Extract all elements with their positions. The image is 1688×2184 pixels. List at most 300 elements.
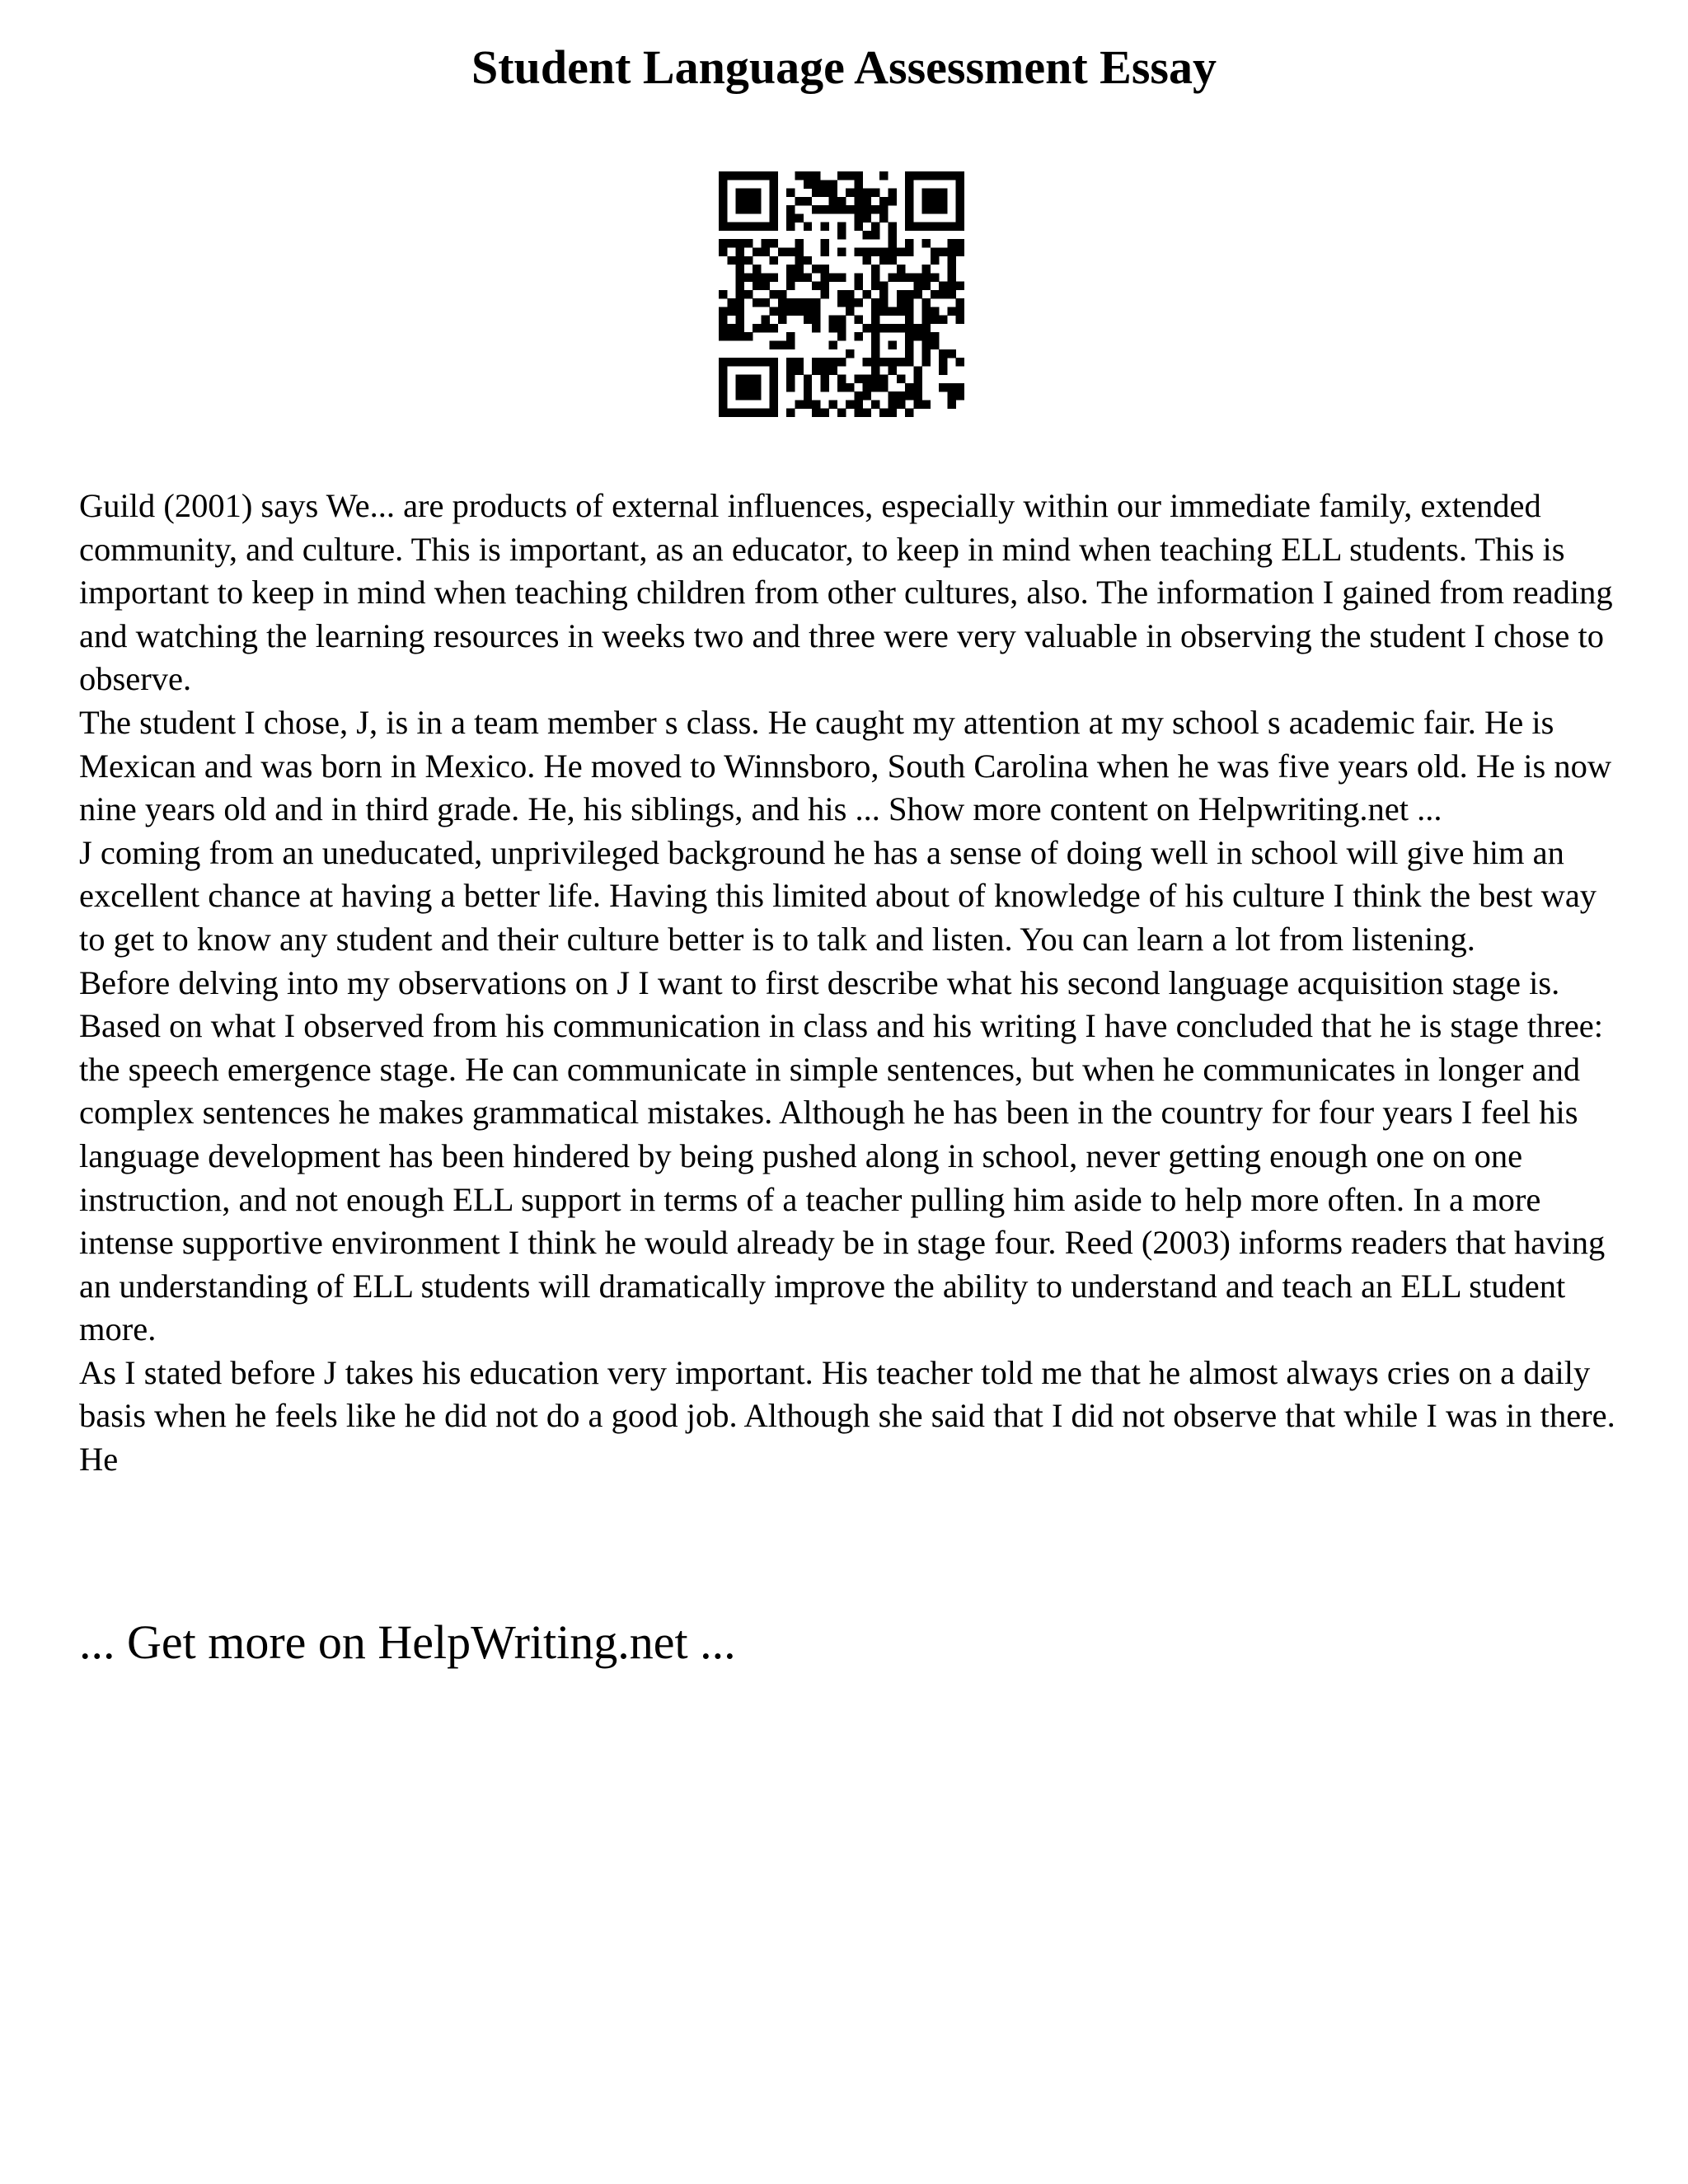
qr-module bbox=[863, 324, 871, 332]
qr-module bbox=[863, 383, 871, 391]
qr-module bbox=[947, 383, 955, 391]
qr-module bbox=[744, 256, 753, 265]
qr-module bbox=[837, 171, 846, 180]
essay-paragraph-1: Guild (2001) says We... are products of external influences, especially within our immediate family, extended community, and culture. This is important, as an educator, to keep in mind when teaching ELL students. This is important to keep in mind when teaching children from other cultures, also. The information I gained from reading and watching the learning resources in weeks two and three were very valuable in observing the student I chose to observe. bbox=[79, 487, 1613, 698]
qr-module bbox=[736, 205, 744, 213]
qr-module bbox=[829, 273, 837, 281]
qr-module bbox=[770, 324, 778, 332]
qr-module bbox=[854, 205, 862, 213]
qr-module bbox=[719, 205, 727, 213]
qr-module bbox=[879, 324, 888, 332]
qr-module bbox=[786, 205, 795, 213]
qr-module bbox=[770, 307, 778, 315]
qr-module bbox=[753, 197, 761, 205]
qr-module bbox=[905, 239, 913, 247]
qr-module bbox=[947, 349, 955, 358]
qr-module bbox=[786, 366, 795, 374]
qr-module bbox=[913, 332, 921, 340]
qr-module bbox=[939, 290, 947, 298]
qr-module bbox=[956, 247, 964, 255]
qr-module bbox=[913, 400, 921, 408]
qr-module bbox=[905, 197, 913, 205]
qr-module bbox=[778, 316, 786, 324]
qr-module bbox=[812, 189, 820, 197]
qr-module bbox=[829, 180, 837, 188]
qr-module bbox=[719, 324, 727, 332]
qr-module bbox=[736, 256, 744, 265]
qr-module bbox=[719, 400, 727, 408]
qr-module bbox=[820, 189, 828, 197]
qr-module bbox=[931, 223, 939, 231]
qr-module bbox=[812, 205, 820, 213]
qr-module bbox=[879, 197, 888, 205]
qr-module bbox=[922, 324, 931, 332]
qr-module bbox=[871, 307, 879, 315]
qr-module bbox=[889, 358, 897, 366]
qr-module bbox=[913, 366, 921, 374]
qr-module bbox=[854, 189, 862, 197]
qr-module bbox=[913, 375, 921, 383]
qr-module bbox=[913, 391, 921, 400]
qr-module bbox=[829, 358, 837, 366]
qr-module bbox=[854, 247, 862, 255]
qr-module bbox=[795, 171, 803, 180]
qr-module bbox=[761, 409, 769, 417]
qr-module bbox=[820, 223, 828, 231]
qr-module bbox=[913, 223, 921, 231]
qr-module bbox=[931, 307, 939, 315]
qr-module bbox=[770, 189, 778, 197]
qr-module bbox=[871, 265, 879, 273]
qr-module bbox=[770, 358, 778, 366]
qr-module bbox=[905, 341, 913, 349]
qr-module bbox=[947, 247, 955, 255]
qr-module bbox=[846, 400, 854, 408]
qr-module bbox=[820, 205, 828, 213]
qr-module bbox=[804, 383, 812, 391]
qr-module bbox=[837, 324, 846, 332]
qr-module bbox=[897, 375, 905, 383]
qr-module bbox=[786, 383, 795, 391]
qr-module bbox=[736, 197, 744, 205]
qr-module bbox=[761, 316, 769, 324]
qr-module bbox=[922, 341, 931, 349]
qr-module bbox=[871, 341, 879, 349]
qr-module bbox=[761, 273, 769, 281]
qr-module bbox=[837, 197, 846, 205]
qr-module bbox=[804, 307, 812, 315]
qr-module bbox=[812, 307, 820, 315]
qr-module bbox=[854, 197, 862, 205]
qr-module bbox=[736, 247, 744, 255]
qr-module bbox=[889, 273, 897, 281]
qr-module bbox=[863, 231, 871, 239]
qr-module bbox=[744, 409, 753, 417]
qr-module bbox=[770, 375, 778, 383]
qr-module bbox=[804, 391, 812, 400]
qr-module bbox=[727, 223, 735, 231]
qr-module bbox=[922, 239, 931, 247]
qr-module bbox=[879, 282, 888, 290]
qr-module bbox=[922, 358, 931, 366]
qr-module bbox=[727, 409, 735, 417]
qr-module bbox=[753, 391, 761, 400]
qr-module bbox=[795, 239, 803, 247]
qr-module bbox=[719, 290, 727, 298]
qr-module bbox=[854, 171, 862, 180]
qr-module bbox=[795, 307, 803, 315]
qr-module bbox=[871, 247, 879, 255]
essay-paragraph-4: Before delving into my observations on J I want to first describe what his second language acquisition stage is. Based on what I observed from his communication in class and his writing I have concluded that he is stage three: the speech emergence stage. He can communicate in simple sentences, but when he communicates in longer and complex sentences he makes grammatical mistakes. Although he has been in the country for four years I feel his language development has been hindered by being pushed along in school, never getting enough one on one instruction, and not enough ELL support in terms of a teacher pulling him aside to help more often. In a more intense supportive environment I think he would already be in stage four. Reed (2003) informs readers that having an understanding of ELL students will dramatically improve the ability to understand and teach an ELL student more. bbox=[79, 963, 1606, 1348]
qr-module bbox=[820, 290, 828, 298]
qr-module bbox=[812, 316, 820, 324]
qr-module bbox=[736, 223, 744, 231]
qr-module bbox=[778, 290, 786, 298]
qr-module bbox=[931, 247, 939, 255]
qr-module bbox=[719, 409, 727, 417]
qr-module bbox=[820, 282, 828, 290]
qr-module bbox=[956, 189, 964, 197]
qr-module bbox=[820, 273, 828, 281]
qr-module bbox=[922, 282, 931, 290]
qr-module bbox=[947, 239, 955, 247]
qr-module bbox=[905, 316, 913, 324]
essay-paragraph-3: J coming from an uneducated, unprivileged background he has a sense of doing well in school will give him an excellent chance at having a better life. Having this limited about of knowledge of his culture I think the best way to get to know any student and their culture better is to talk and listen. You can learn a lot from listening. bbox=[79, 833, 1597, 958]
qr-module bbox=[956, 171, 964, 180]
qr-module bbox=[719, 383, 727, 391]
qr-module bbox=[812, 409, 820, 417]
qr-module bbox=[854, 391, 862, 400]
qr-module bbox=[947, 307, 955, 315]
qr-module bbox=[820, 239, 828, 247]
qr-module bbox=[829, 189, 837, 197]
qr-module bbox=[947, 282, 955, 290]
qr-module bbox=[837, 375, 846, 383]
qr-module bbox=[905, 205, 913, 213]
qr-module bbox=[719, 247, 727, 255]
qr-module bbox=[770, 239, 778, 247]
qr-module bbox=[837, 223, 846, 231]
qr-module bbox=[871, 316, 879, 324]
qr-module bbox=[829, 324, 837, 332]
qr-code-graphic bbox=[719, 171, 964, 417]
qr-module bbox=[744, 197, 753, 205]
qr-module bbox=[753, 189, 761, 197]
qr-module bbox=[939, 197, 947, 205]
qr-module bbox=[770, 341, 778, 349]
qr-code-icon[interactable] bbox=[719, 171, 964, 417]
qr-module bbox=[897, 358, 905, 366]
qr-module bbox=[719, 213, 727, 222]
qr-module bbox=[863, 197, 871, 205]
qr-module bbox=[727, 256, 735, 265]
qr-module bbox=[854, 332, 862, 340]
qr-module bbox=[889, 223, 897, 231]
qr-module bbox=[905, 324, 913, 332]
qr-module bbox=[770, 197, 778, 205]
qr-module bbox=[931, 205, 939, 213]
qr-module bbox=[947, 290, 955, 298]
qr-module bbox=[786, 307, 795, 315]
qr-module bbox=[956, 391, 964, 400]
qr-module bbox=[956, 383, 964, 391]
qr-module bbox=[770, 383, 778, 391]
qr-module bbox=[897, 400, 905, 408]
qr-module bbox=[863, 409, 871, 417]
qr-module bbox=[947, 265, 955, 273]
qr-module bbox=[837, 273, 846, 281]
qr-module bbox=[804, 316, 812, 324]
qr-module bbox=[905, 391, 913, 400]
qr-module bbox=[854, 223, 862, 231]
qr-module bbox=[736, 298, 744, 307]
qr-module bbox=[786, 409, 795, 417]
qr-module bbox=[744, 358, 753, 366]
qr-module bbox=[871, 189, 879, 197]
qr-module bbox=[795, 197, 803, 205]
qr-module bbox=[931, 316, 939, 324]
qr-module bbox=[804, 298, 812, 307]
qr-module bbox=[947, 273, 955, 281]
document-title: Student Language Assessment Essay bbox=[471, 40, 1217, 94]
qr-module bbox=[753, 409, 761, 417]
qr-module bbox=[795, 273, 803, 281]
qr-module bbox=[719, 239, 727, 247]
qr-module bbox=[770, 391, 778, 400]
qr-module bbox=[871, 366, 879, 374]
qr-module bbox=[922, 316, 931, 324]
qr-module bbox=[736, 409, 744, 417]
qr-module bbox=[905, 213, 913, 222]
qr-module bbox=[736, 171, 744, 180]
qr-module bbox=[795, 400, 803, 408]
qr-module bbox=[837, 231, 846, 239]
qr-module bbox=[736, 307, 744, 315]
qr-module bbox=[736, 273, 744, 281]
qr-module bbox=[736, 391, 744, 400]
qr-module bbox=[879, 307, 888, 315]
qr-module bbox=[871, 205, 879, 213]
qr-module bbox=[719, 180, 727, 188]
qr-module bbox=[786, 189, 795, 197]
qr-module bbox=[837, 383, 846, 391]
qr-module bbox=[736, 282, 744, 290]
qr-module bbox=[795, 265, 803, 273]
qr-module bbox=[931, 189, 939, 197]
qr-module bbox=[727, 239, 735, 247]
qr-module bbox=[846, 171, 854, 180]
qr-module bbox=[863, 391, 871, 400]
qr-module bbox=[939, 247, 947, 255]
qr-module bbox=[871, 324, 879, 332]
qr-module bbox=[753, 375, 761, 383]
qr-module bbox=[837, 332, 846, 340]
qr-module bbox=[947, 171, 955, 180]
qr-module bbox=[778, 247, 786, 255]
qr-module bbox=[922, 265, 931, 273]
qr-module bbox=[956, 316, 964, 324]
qr-module bbox=[829, 341, 837, 349]
qr-module bbox=[744, 383, 753, 391]
qr-module bbox=[761, 223, 769, 231]
qr-module bbox=[897, 307, 905, 315]
qr-module bbox=[871, 400, 879, 408]
qr-module bbox=[889, 324, 897, 332]
qr-module bbox=[854, 375, 862, 383]
qr-module bbox=[931, 290, 939, 298]
qr-module bbox=[753, 273, 761, 281]
qr-module bbox=[947, 256, 955, 265]
qr-module bbox=[770, 223, 778, 231]
qr-module bbox=[905, 383, 913, 391]
qr-module bbox=[804, 256, 812, 265]
qr-module bbox=[786, 282, 795, 290]
qr-module bbox=[905, 273, 913, 281]
qr-module bbox=[786, 223, 795, 231]
qr-module bbox=[854, 298, 862, 307]
qr-module bbox=[922, 332, 931, 340]
qr-module bbox=[863, 256, 871, 265]
qr-module bbox=[770, 213, 778, 222]
qr-module bbox=[753, 324, 761, 332]
qr-module bbox=[897, 391, 905, 400]
qr-module bbox=[854, 273, 862, 281]
qr-module bbox=[939, 282, 947, 290]
qr-module bbox=[736, 358, 744, 366]
qr-module bbox=[922, 273, 931, 281]
qr-module bbox=[761, 247, 769, 255]
qr-module bbox=[897, 290, 905, 298]
qr-module bbox=[753, 282, 761, 290]
qr-module bbox=[761, 324, 769, 332]
qr-module bbox=[889, 307, 897, 315]
qr-module bbox=[812, 265, 820, 273]
qr-module bbox=[795, 358, 803, 366]
qr-module bbox=[761, 298, 769, 307]
get-more-link[interactable]: ... Get more on HelpWriting.net ... bbox=[79, 1615, 736, 1669]
qr-module bbox=[744, 375, 753, 383]
qr-module bbox=[854, 400, 862, 408]
qr-module bbox=[956, 223, 964, 231]
qr-module bbox=[753, 265, 761, 273]
qr-module bbox=[905, 332, 913, 340]
qr-module bbox=[837, 290, 846, 298]
qr-module bbox=[939, 383, 947, 391]
qr-module bbox=[879, 256, 888, 265]
qr-module bbox=[727, 358, 735, 366]
qr-module bbox=[879, 171, 888, 180]
qr-module bbox=[795, 366, 803, 374]
qr-module bbox=[947, 223, 955, 231]
qr-module bbox=[719, 197, 727, 205]
qr-module bbox=[939, 366, 947, 374]
qr-module bbox=[846, 290, 854, 298]
qr-module bbox=[905, 180, 913, 188]
qr-module bbox=[786, 247, 795, 255]
qr-module bbox=[736, 383, 744, 391]
qr-module bbox=[744, 332, 753, 340]
qr-module bbox=[931, 171, 939, 180]
qr-module bbox=[913, 290, 921, 298]
qr-module bbox=[753, 358, 761, 366]
qr-module bbox=[922, 189, 931, 197]
essay-paragraph-5: As I stated before J takes his education very important. His teacher told me that he almost always cries on a daily basis when he feels like he did not do a good job. Although she said that I did not observe that while I was in there. He bbox=[79, 1353, 1615, 1479]
qr-module bbox=[897, 298, 905, 307]
qr-module bbox=[846, 205, 854, 213]
qr-module bbox=[947, 391, 955, 400]
qr-module bbox=[744, 290, 753, 298]
qr-module bbox=[879, 358, 888, 366]
qr-module bbox=[719, 358, 727, 366]
qr-module bbox=[956, 239, 964, 247]
qr-module bbox=[905, 247, 913, 255]
qr-module bbox=[719, 316, 727, 324]
qr-module bbox=[956, 205, 964, 213]
qr-module bbox=[863, 375, 871, 383]
qr-module bbox=[786, 341, 795, 349]
qr-module bbox=[719, 375, 727, 383]
qr-module bbox=[753, 298, 761, 307]
qr-module bbox=[846, 298, 854, 307]
qr-module bbox=[889, 341, 897, 349]
qr-module bbox=[812, 180, 820, 188]
qr-module bbox=[829, 197, 837, 205]
qr-module bbox=[786, 332, 795, 340]
qr-module bbox=[804, 223, 812, 231]
qr-module bbox=[804, 273, 812, 281]
qr-module bbox=[736, 290, 744, 298]
qr-module bbox=[897, 247, 905, 255]
qr-module bbox=[727, 171, 735, 180]
qr-module bbox=[922, 205, 931, 213]
qr-module bbox=[854, 213, 862, 222]
qr-module bbox=[778, 341, 786, 349]
qr-module bbox=[871, 383, 879, 391]
qr-module bbox=[744, 239, 753, 247]
qr-module bbox=[922, 400, 931, 408]
qr-module bbox=[905, 298, 913, 307]
qr-module bbox=[863, 290, 871, 298]
qr-module bbox=[812, 324, 820, 332]
qr-module bbox=[913, 324, 921, 332]
qr-module bbox=[905, 189, 913, 197]
qr-module bbox=[846, 189, 854, 197]
qr-module bbox=[837, 409, 846, 417]
qr-module bbox=[939, 349, 947, 358]
qr-module bbox=[871, 332, 879, 340]
qr-module bbox=[736, 324, 744, 332]
qr-module bbox=[753, 247, 761, 255]
qr-module bbox=[719, 366, 727, 374]
qr-module bbox=[786, 213, 795, 222]
qr-module bbox=[956, 358, 964, 366]
qr-module bbox=[736, 265, 744, 273]
qr-module bbox=[829, 366, 837, 374]
qr-module bbox=[804, 375, 812, 383]
qr-module bbox=[879, 213, 888, 222]
qr-module bbox=[761, 171, 769, 180]
qr-module bbox=[795, 256, 803, 265]
qr-module bbox=[744, 171, 753, 180]
qr-module bbox=[913, 383, 921, 391]
qr-module bbox=[778, 307, 786, 315]
qr-module bbox=[889, 189, 897, 197]
qr-module bbox=[761, 282, 769, 290]
qr-module bbox=[812, 400, 820, 408]
qr-module bbox=[956, 307, 964, 315]
qr-module bbox=[786, 375, 795, 383]
qr-module bbox=[770, 171, 778, 180]
